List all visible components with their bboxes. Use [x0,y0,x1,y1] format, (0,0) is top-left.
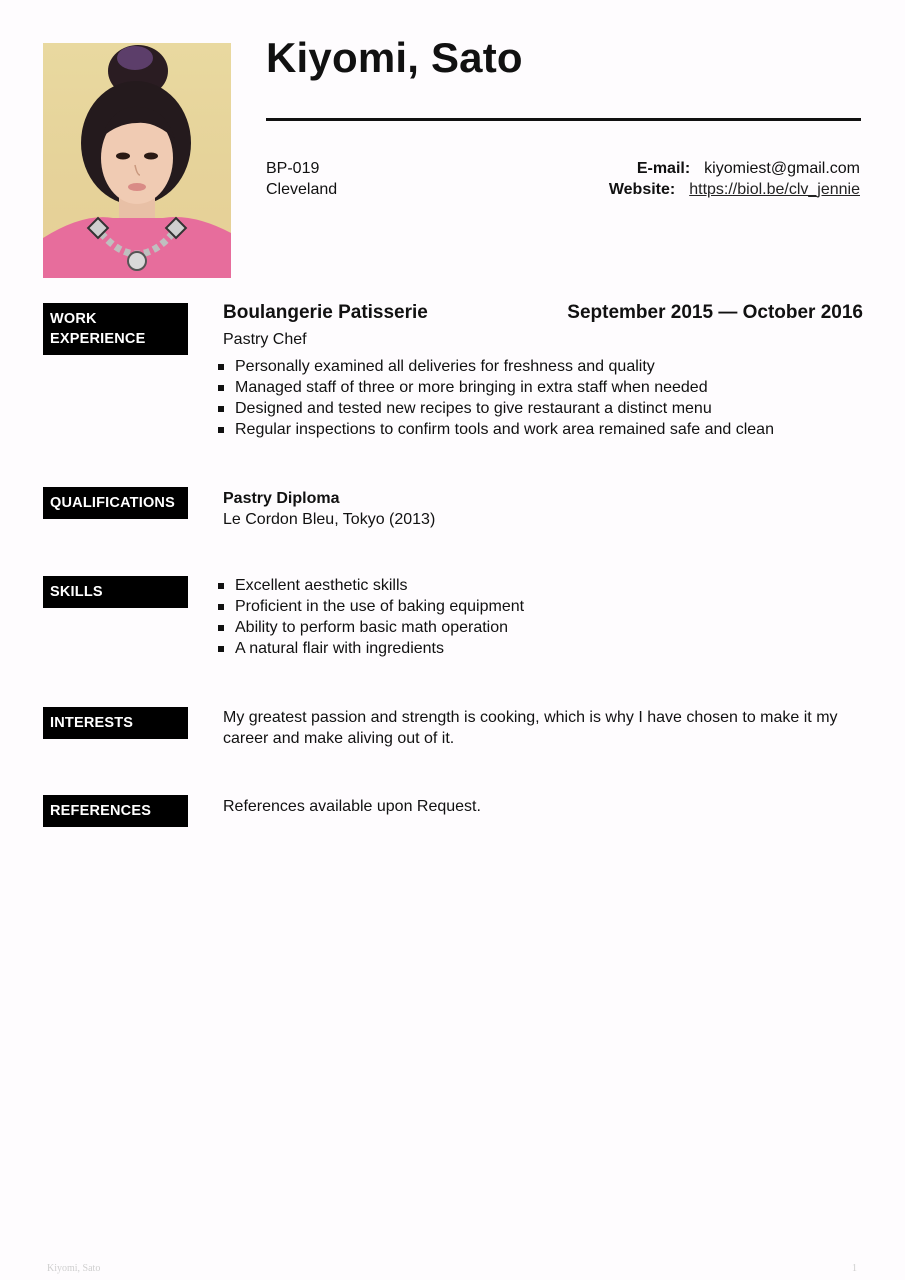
candidate-name: Kiyomi, Sato [266,34,523,81]
skills-label: SKILLS [43,576,188,608]
work-experience-content [223,301,863,440]
email-label: E-mail: [636,160,691,177]
interests-label: INTERESTS [43,707,188,739]
email-row [609,158,860,179]
work-experience-label: WORK EXPERIENCE [43,303,188,355]
website-label: Website: [608,181,676,198]
job-dates: September 2015 — October 2016 [567,302,863,323]
references-text: References available upon Request. [223,798,481,815]
list-item: Designed and tested new recipes to give restaurant a distinct menu [223,398,863,419]
email-value[interactable]: kiyomiest@gmail.com [704,160,860,177]
address-line1: BP-019 [266,160,320,177]
skills-content [223,575,863,659]
job-role: Pastry Chef [223,331,307,348]
list-item: Ability to perform basic math operation [223,617,863,638]
list-item: Proficient in the use of baking equipment [223,596,863,617]
website-link[interactable]: https://biol.be/clv_jennie [689,181,860,198]
list-item: Excellent aesthetic skills [223,575,863,596]
qualifications-label: QUALIFICATIONS [43,487,188,519]
header-divider [266,118,861,121]
profile-photo [43,43,231,278]
list-item: A natural flair with ingredients [223,638,863,659]
qualification-title: Pastry Diploma [223,490,340,507]
employer: Boulangerie Patisserie [223,302,428,323]
job-header [223,301,863,325]
footer-name: Kiyomi, Sato [47,1263,101,1274]
list-item: Personally examined all deliveries for freshness and quality [223,356,863,377]
qualification-detail: Le Cordon Bleu, Tokyo (2013) [223,511,436,528]
address-block [266,158,337,200]
qualifications-content [223,488,863,530]
skills-list [223,575,863,659]
interests-text: My greatest passion and strength is cooking, which is why I have chosen to make it my career and make aliving out of it. [223,709,838,747]
website-row [609,179,860,200]
references-label: REFERENCES [43,795,188,827]
list-item: Regular inspections to confirm tools and work area remained safe and clean [223,419,863,440]
page-number: 1 [852,1263,857,1274]
list-item: Managed staff of three or more bringing in extra staff when needed [223,377,863,398]
address-line2: Cleveland [266,181,338,198]
contact-block [609,158,860,200]
job-bullets [223,356,863,440]
